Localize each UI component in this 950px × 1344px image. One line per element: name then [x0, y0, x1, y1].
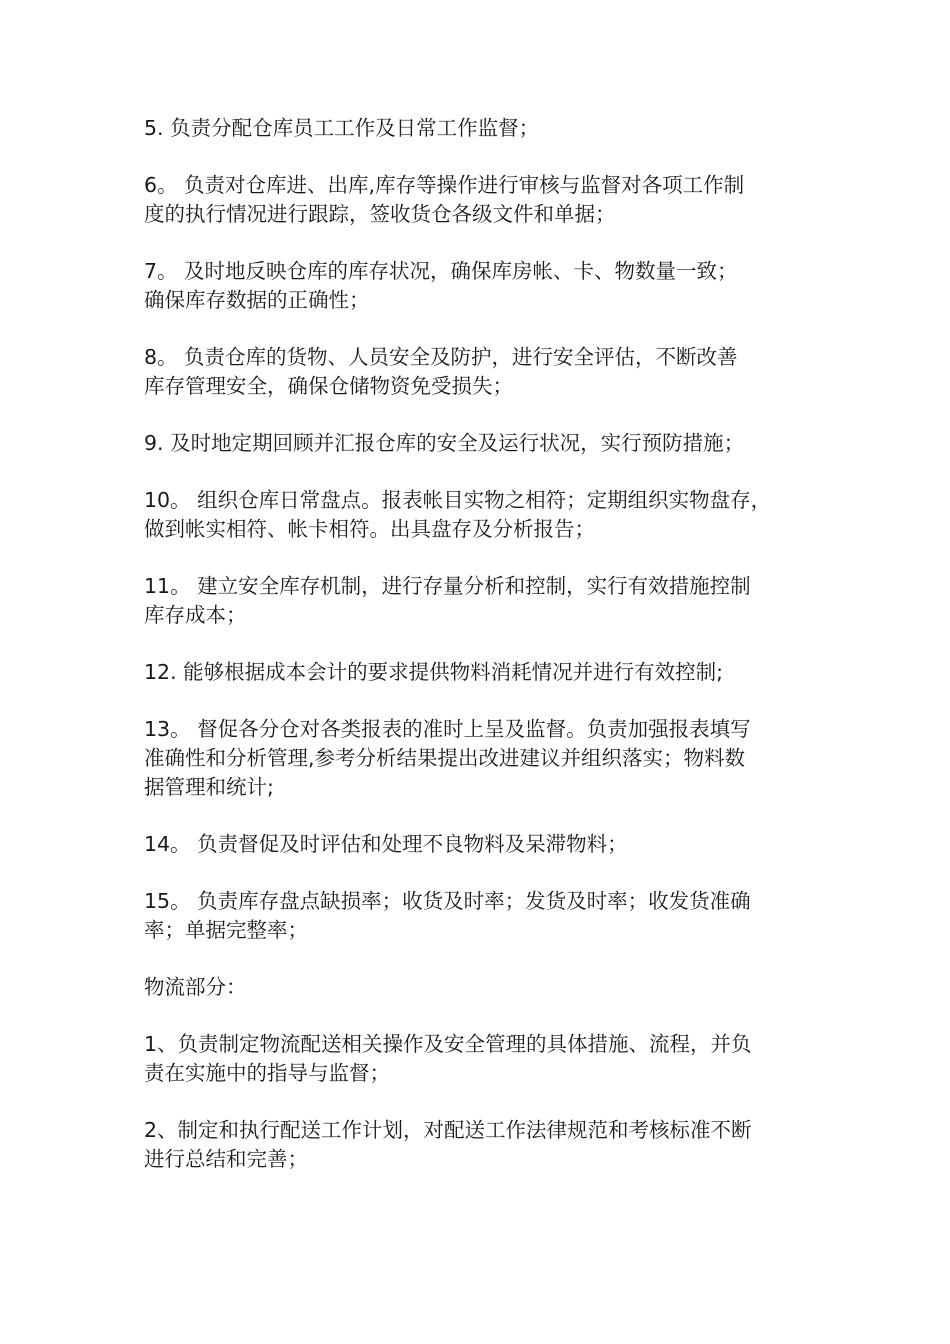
paragraph-item-8: [144, 343, 824, 401]
paragraph-item-15: [144, 887, 824, 945]
text-line: 库存成本；: [144, 603, 247, 627]
paragraph-item-14: [144, 830, 824, 859]
paragraph-item-11: [144, 572, 824, 630]
document-body: [144, 114, 824, 1202]
paragraph-item-6: [144, 171, 824, 229]
text-line: 确保库存数据的正确性；: [144, 288, 370, 312]
text-line: 7。 及时地反映仓库的库存状况，确保库房帐、卡、物数量一致；: [144, 259, 738, 283]
text-line: 2、制定和执行配送工作计划，对配送工作法律规范和考核标准不断: [144, 1118, 752, 1142]
text-line: 6。 负责对仓库进、出库,库存等操作进行审核与监督对各项工作制: [144, 173, 745, 197]
text-line: 进行总结和完善；: [144, 1147, 308, 1171]
text-line: 率；单据完整率；: [144, 918, 308, 942]
paragraph-item-7: [144, 257, 824, 315]
text-line: 1、负责制定物流配送相关操作及安全管理的具体措施、流程，并负: [144, 1032, 752, 1056]
text-line: 13。 督促各分仓对各类报表的准时上呈及监督。负责加强报表填写: [144, 717, 751, 741]
paragraph-item-9: [144, 429, 824, 458]
text-line: 8。 负责仓库的货物、人员安全及防护，进行安全评估，不断改善: [144, 345, 738, 369]
text-line: 做到帐实相符、帐卡相符。出具盘存及分析报告；: [144, 517, 595, 541]
text-line: 准确性和分析管理,参考分析结果提出改进建议并组织落实；物料数: [144, 746, 746, 770]
paragraph-item-10: [144, 486, 824, 544]
section-heading-logistics: [144, 973, 824, 1002]
paragraph-item-12: [144, 658, 824, 687]
text-line: 据管理和统计;: [144, 775, 274, 799]
text-line: 5. 负责分配仓库员工工作及日常工作监督；: [144, 116, 540, 140]
text-line: 物流部分：: [144, 975, 247, 999]
text-line: 责在实施中的指导与监督；: [144, 1061, 390, 1085]
paragraph-item-13: [144, 715, 824, 802]
paragraph-logistics-1: [144, 1030, 824, 1088]
paragraph-logistics-2: [144, 1116, 824, 1174]
text-line: 11。 建立安全库存机制，进行存量分析和控制，实行有效措施控制: [144, 574, 751, 598]
text-line: 库存管理安全，确保仓储物资免受损失；: [144, 374, 513, 398]
text-line: 度的执行情况进行跟踪，签收货仓各级文件和单据；: [144, 202, 616, 226]
text-line: 15。 负责库存盘点缺损率；收货及时率；发货及时率；收发货准确: [144, 889, 751, 913]
paragraph-item-5: [144, 114, 824, 143]
text-line: 9. 及时地定期回顾并汇报仓库的安全及运行状况，实行预防措施；: [144, 431, 745, 455]
text-line: 10。 组织仓库日常盘点。报表帐目实物之相符；定期组织实物盘存，: [144, 488, 772, 512]
text-line: 12. 能够根据成本会计的要求提供物料消耗情况并进行有效控制;: [144, 660, 724, 684]
text-line: 14。 负责督促及时评估和处理不良物料及呆滞物料；: [144, 832, 628, 856]
